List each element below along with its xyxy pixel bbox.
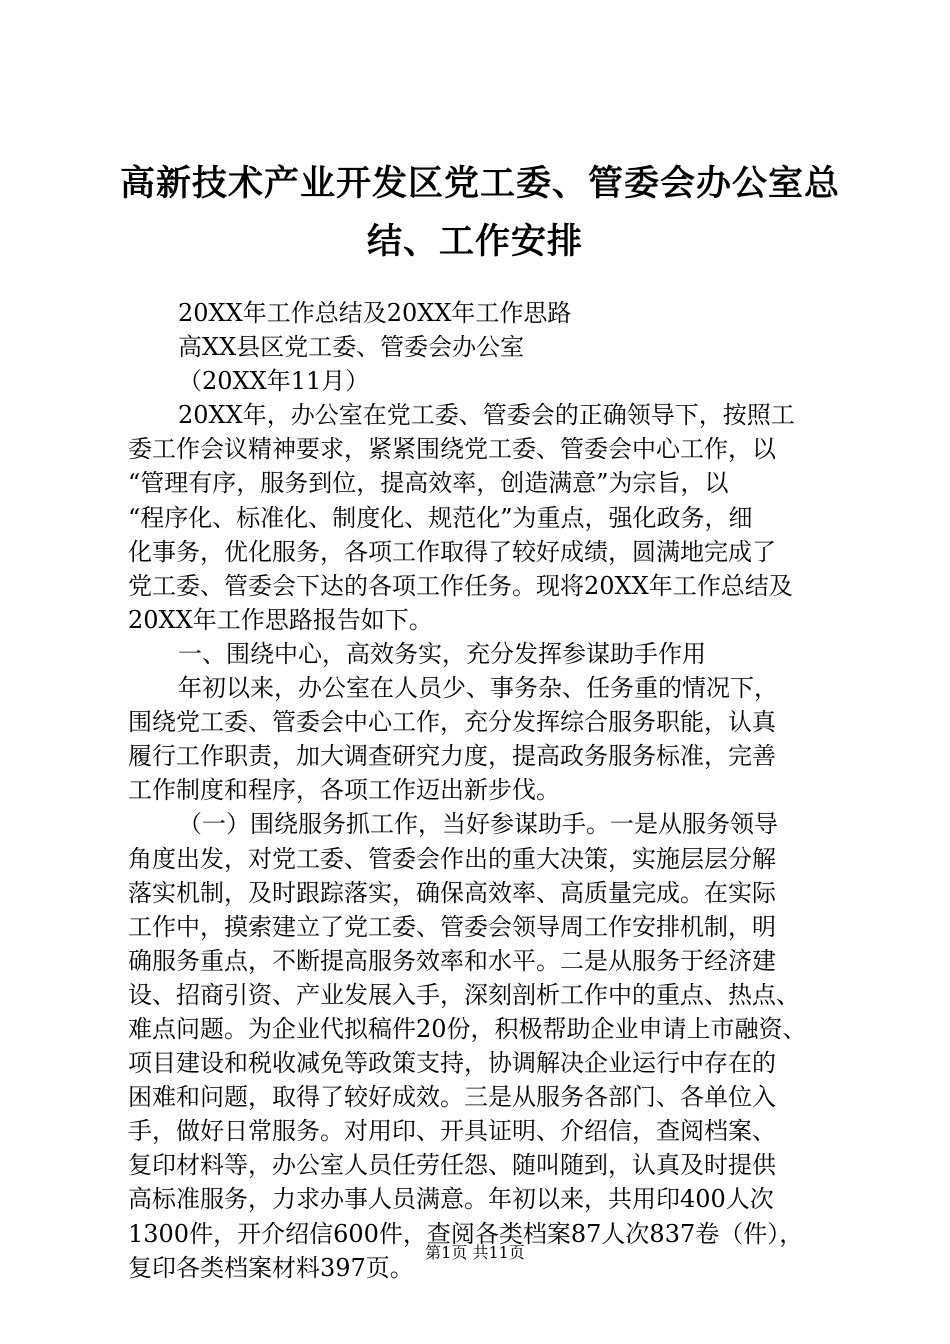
paragraph-line: “管理有序，服务到位，提高效率，创造满意”为宗旨，以 — [128, 469, 729, 498]
paragraph-line: 角度出发，对党工委、管委会作出的重大决策，实施层层分解 — [128, 844, 776, 873]
document-title-line-2: 结、工作安排 — [366, 221, 583, 262]
paragraph-line: 困难和问题，取得了较好成效。三是从服务各部门、各单位入 — [128, 1083, 776, 1112]
paragraph-line: 复印材料等，办公室人员任劳任怨、随叫随到，认真及时提供 — [128, 1151, 776, 1180]
paragraph-line: 20XX年，办公室在党工委、管委会的正确领导下，按照工 — [178, 401, 795, 430]
subtitle: 20XX年工作总结及20XX年工作思路 — [178, 299, 572, 327]
paragraph-line: 20XX年工作思路报告如下。 — [128, 605, 433, 634]
page-number-footer: 第1页 共11页 — [425, 1243, 525, 1262]
paragraph-line: 年初以来，办公室在人员少、事务杂、任务重的情况下， — [178, 674, 778, 703]
paragraph-line: 围绕党工委、管委会中心工作，充分发挥综合服务职能，认真 — [128, 708, 776, 737]
paragraph-line: 项目建设和税收减免等政策支持，协调解决企业运行中存在的 — [128, 1049, 776, 1078]
paragraph-line: 复印各类档案材料397页。 — [128, 1253, 414, 1282]
paragraph-line: 工作中，摸索建立了党工委、管委会领导周工作安排机制，明 — [128, 912, 776, 941]
paragraph-line: （一）围绕服务抓工作，当好参谋助手。一是从服务领导 — [178, 810, 778, 839]
paragraph-line: 落实机制，及时跟踪落实，确保高效率、高质量完成。在实际 — [128, 878, 776, 907]
document-body — [128, 296, 833, 1285]
paragraph-line: 化事务，优化服务，各项工作取得了较好成绩，圆满地完成了 — [128, 537, 776, 566]
section-heading: 一、围绕中心，高效务实，充分发挥参谋助手作用 — [178, 639, 706, 668]
paragraph-line: 难点问题。为企业代拟稿件20份，积极帮助企业申请上市融资、 — [128, 1014, 807, 1043]
paragraph-line: 高标准服务，力求办事人员满意。年初以来，共用印400人次 — [128, 1185, 774, 1214]
paragraph-line: 履行工作职责，加大调查研究力度，提高政务服务标准，完善 — [128, 742, 776, 771]
paragraph-line: “程序化、标准化、制度化、规范化”为重点，强化政务，细 — [128, 503, 753, 532]
paragraph-line: 确服务重点，不断提高服务效率和水平。二是从服务于经济建 — [128, 946, 776, 975]
paragraph-line: 手，做好日常服务。对用印、开具证明、介绍信，查阅档案、 — [128, 1117, 776, 1146]
paragraph-line: 工作制度和程序，各项工作迈出新步伐。 — [128, 776, 560, 805]
paragraph-line: 1300件，开介绍信600件，查阅各类档案87人次837卷（件）， — [128, 1219, 804, 1248]
paragraph-line: 委工作会议精神要求，紧紧围绕党工委、管委会中心工作，以 — [128, 435, 776, 464]
document-title-line-1: 高新技术产业开发区党工委、管委会办公室总 — [120, 163, 841, 204]
paragraph-line: 设、招商引资、产业发展入手，深刻剖析工作中的重点、热点、 — [128, 980, 800, 1009]
paragraph-line: 党工委、管委会下达的各项工作任务。现将20XX年工作总结及 — [128, 571, 793, 600]
issuer-line: 高XX县区党工委、管委会办公室 — [178, 333, 525, 362]
date-line: （20XX年11月） — [178, 367, 370, 396]
